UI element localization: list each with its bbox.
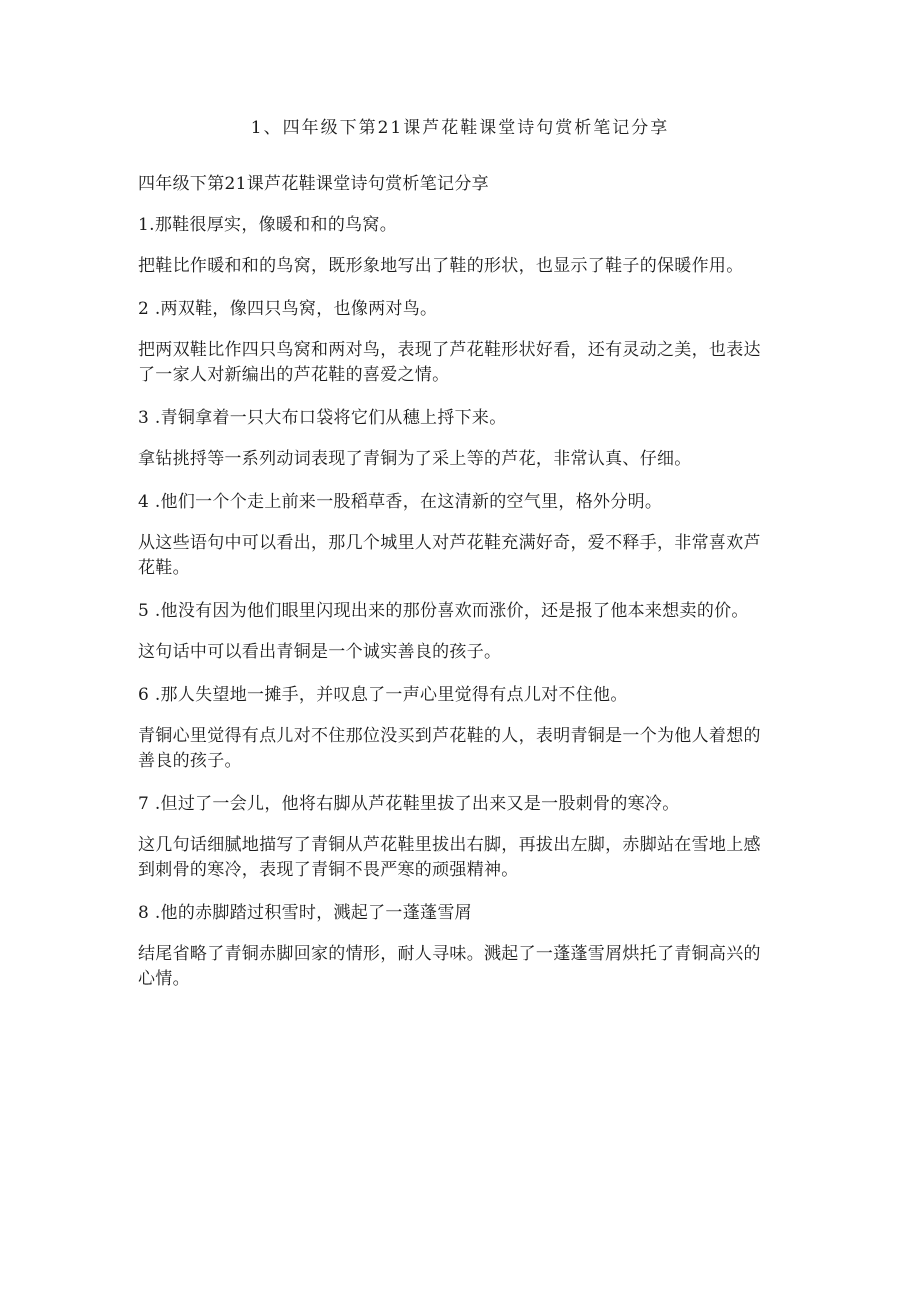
document-subtitle: 四年级下第21课芦花鞋课堂诗句赏析笔记分享	[138, 174, 489, 194]
sentence-8: 8 .他的赤脚踏过积雪时，溅起了一蓬蓬雪屑	[138, 903, 472, 923]
document-body	[138, 172, 778, 992]
document-title: 1、四年级下第21课芦花鞋课堂诗句赏析笔记分享	[250, 118, 670, 138]
analysis-7: 这几句话细腻地描写了青铜从芦花鞋里拔出右脚，再拔出左脚，赤脚站在雪地上感到刺骨的寒冷，表现了青铜不畏严寒的顽强精神。	[138, 835, 761, 880]
analysis-6: 青铜心里觉得有点儿对不住那位没买到芦花鞋的人，表明青铜是一个为他人着想的善良的孩子。	[138, 726, 761, 771]
sentence-3: 3 .青铜拿着一只大布口袋将它们从穗上捋下来。	[138, 408, 507, 428]
sentence-1: 1.那鞋很厚实，像暖和和的鸟窝。	[138, 215, 398, 235]
analysis-4: 从这些语句中可以看出，那几个城里人对芦花鞋充满好奇，爱不释手，非常喜欢芦花鞋。	[138, 533, 761, 578]
sentence-7: 7 .但过了一会儿，他将右脚从芦花鞋里拔了出来又是一股刺骨的寒冷。	[138, 794, 680, 814]
analysis-3: 拿钻挑捋等一系列动词表现了青铜为了采上等的芦花，非常认真、仔细。	[138, 449, 692, 469]
sentence-2: 2 .两双鞋，像四只鸟窝，也像两对鸟。	[138, 299, 438, 319]
sentence-5: 5 .他没有因为他们眼里闪现出来的那份喜欢而涨价，还是报了他本来想卖的价。	[138, 601, 749, 621]
analysis-1: 把鞋比作暖和和的鸟窝，既形象地写出了鞋的形状，也显示了鞋子的保暖作用。	[138, 256, 744, 276]
sentence-6: 6 .那人失望地一摊手，并叹息了一声心里觉得有点儿对不住他。	[138, 685, 628, 705]
analysis-5: 这句话中可以看出青铜是一个诚实善良的孩子。	[138, 642, 502, 662]
analysis-2: 把两双鞋比作四只鸟窝和两对鸟，表现了芦花鞋形状好看，还有灵动之美，也表达了一家人对新编出的芦花鞋的喜爱之情。	[138, 340, 761, 385]
sentence-4: 4 .他们一个个走上前来一股稻草香，在这清新的空气里，格外分明。	[138, 492, 663, 512]
analysis-8: 结尾省略了青铜赤脚回家的情形，耐人寻味。溅起了一蓬蓬雪屑烘托了青铜高兴的心情。	[138, 944, 761, 989]
